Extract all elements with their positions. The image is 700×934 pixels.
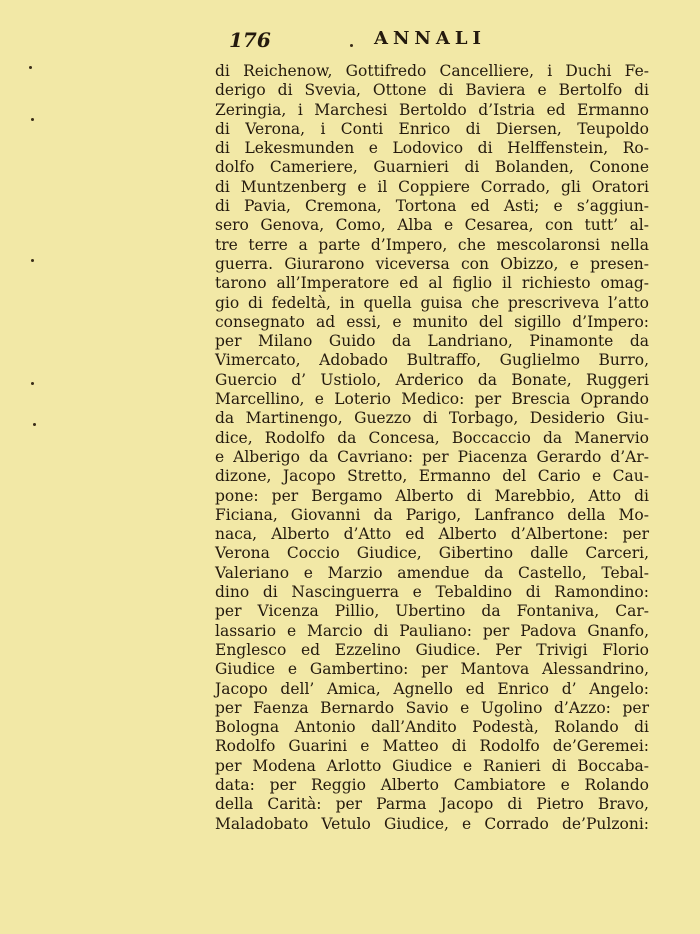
page-number: 176 xyxy=(229,28,271,52)
text-line: tre terre a parte d’Impero, che mescolaronsi nella xyxy=(215,235,649,254)
text-line: Verona Coccio Giudice, Gibertino dalle Carceri, xyxy=(215,544,649,563)
text-line: Marcellino, e Loterio Medico: per Brescia Oprando xyxy=(215,390,649,409)
text-line: della Carità: per Parma Jacopo di Pietro Bravo, xyxy=(215,795,649,814)
margin-speck xyxy=(33,423,36,426)
text-line: dino di Nascinguerra e Tebaldino di Ramondino: xyxy=(215,583,649,602)
text-line: gio di fedeltà, in quella guisa che prescriveva l’atto xyxy=(215,293,649,312)
text-line: data: per Reggio Alberto Cambiatore e Rolando xyxy=(215,775,649,794)
running-head: ANNALI xyxy=(374,28,486,49)
text-line: Bologna Antonio dall’Andito Podestà, Rolando di xyxy=(215,718,649,737)
text-line: Jacopo dell’ Amica, Agnello ed Enrico d’ Angelo: xyxy=(215,679,649,698)
body-text xyxy=(215,62,649,834)
text-line: Zeringia, i Marchesi Bertoldo d’Istria ed Ermanno xyxy=(215,100,649,119)
text-line: di Lekesmunden e Lodovico di Helffenstein, Ro- xyxy=(215,139,649,158)
text-line: Rodolfo Guarini e Matteo di Rodolfo de’Geremei: xyxy=(215,737,649,756)
text-line: pone: per Bergamo Alberto di Marebbio, Atto di xyxy=(215,486,649,505)
margin-speck xyxy=(31,382,34,385)
margin-speck xyxy=(31,118,34,121)
text-line: di Reichenow, Gottifredo Cancelliere, i Duchi Fe- xyxy=(215,62,649,80)
text-line: naca, Alberto d’Atto ed Alberto d’Albertone: per xyxy=(215,525,649,544)
text-line: da Martinengo, Guezzo di Torbago, Desiderio Giu- xyxy=(215,409,649,428)
text-line: Englesco ed Ezzelino Giudice. Per Trivigi Florio xyxy=(215,640,649,659)
text-line: Ficiana, Giovanni da Parigo, Lanfranco della Mo- xyxy=(215,505,649,524)
margin-speck xyxy=(29,66,32,69)
text-line: per Faenza Bernardo Savio e Ugolino d’Azzo: per xyxy=(215,698,649,717)
text-line: tarono all’Imperatore ed al figlio il richiesto omag- xyxy=(215,274,649,293)
text-line: Valeriano e Marzio amendue da Castello, Tebal- xyxy=(215,563,649,582)
text-line: lassario e Marcio di Pauliano: per Padova Gnanfo, xyxy=(215,621,649,640)
text-line: Vimercato, Adobado Bultraffo, Guglielmo Burro, xyxy=(215,351,649,370)
text-line: guerra. Giurarono viceversa con Obizzo, e presen- xyxy=(215,254,649,273)
text-line: di Pavia, Cremona, Tortona ed Asti; e s’aggiun- xyxy=(215,197,649,216)
margin-speck xyxy=(31,259,34,262)
text-line: per Vicenza Pillio, Ubertino da Fontaniva, Car- xyxy=(215,602,649,621)
text-line: per Modena Arlotto Giudice e Ranieri di Boccaba- xyxy=(215,756,649,775)
text-line: Maladobato Vetulo Giudice, e Corrado de’Pulzoni: xyxy=(215,814,649,833)
text-line: e Alberigo da Cavriano: per Piacenza Gerardo d’Ar- xyxy=(215,447,649,466)
text-line: dice, Rodolfo da Concesa, Boccaccio da Manervio xyxy=(215,428,649,447)
page-header xyxy=(0,24,700,54)
text-line: Giudice e Gambertino: per Mantova Alessandrino, xyxy=(215,660,649,679)
text-line: Guercio d’ Ustiolo, Arderico da Bonate, Ruggeri xyxy=(215,370,649,389)
text-line: di Muntzenberg e il Coppiere Corrado, gli Oratori xyxy=(215,177,649,196)
text-line: consegnato ad essi, e munito del sigillo d’Impero: xyxy=(215,312,649,331)
text-line: sero Genova, Como, Alba e Cesarea, con tutt’ al- xyxy=(215,216,649,235)
text-line: per Milano Guido da Landriano, Pinamonte da xyxy=(215,332,649,351)
text-line: di Verona, i Conti Enrico di Diersen, Teupoldo xyxy=(215,119,649,138)
text-line: dizone, Jacopo Stretto, Ermanno del Cario e Cau- xyxy=(215,467,649,486)
text-line: dolfo Cameriere, Guarnieri di Bolanden, Conone xyxy=(215,158,649,177)
header-speck xyxy=(350,44,353,47)
text-line: derigo di Svevia, Ottone di Baviera e Bertolfo di xyxy=(215,81,649,100)
